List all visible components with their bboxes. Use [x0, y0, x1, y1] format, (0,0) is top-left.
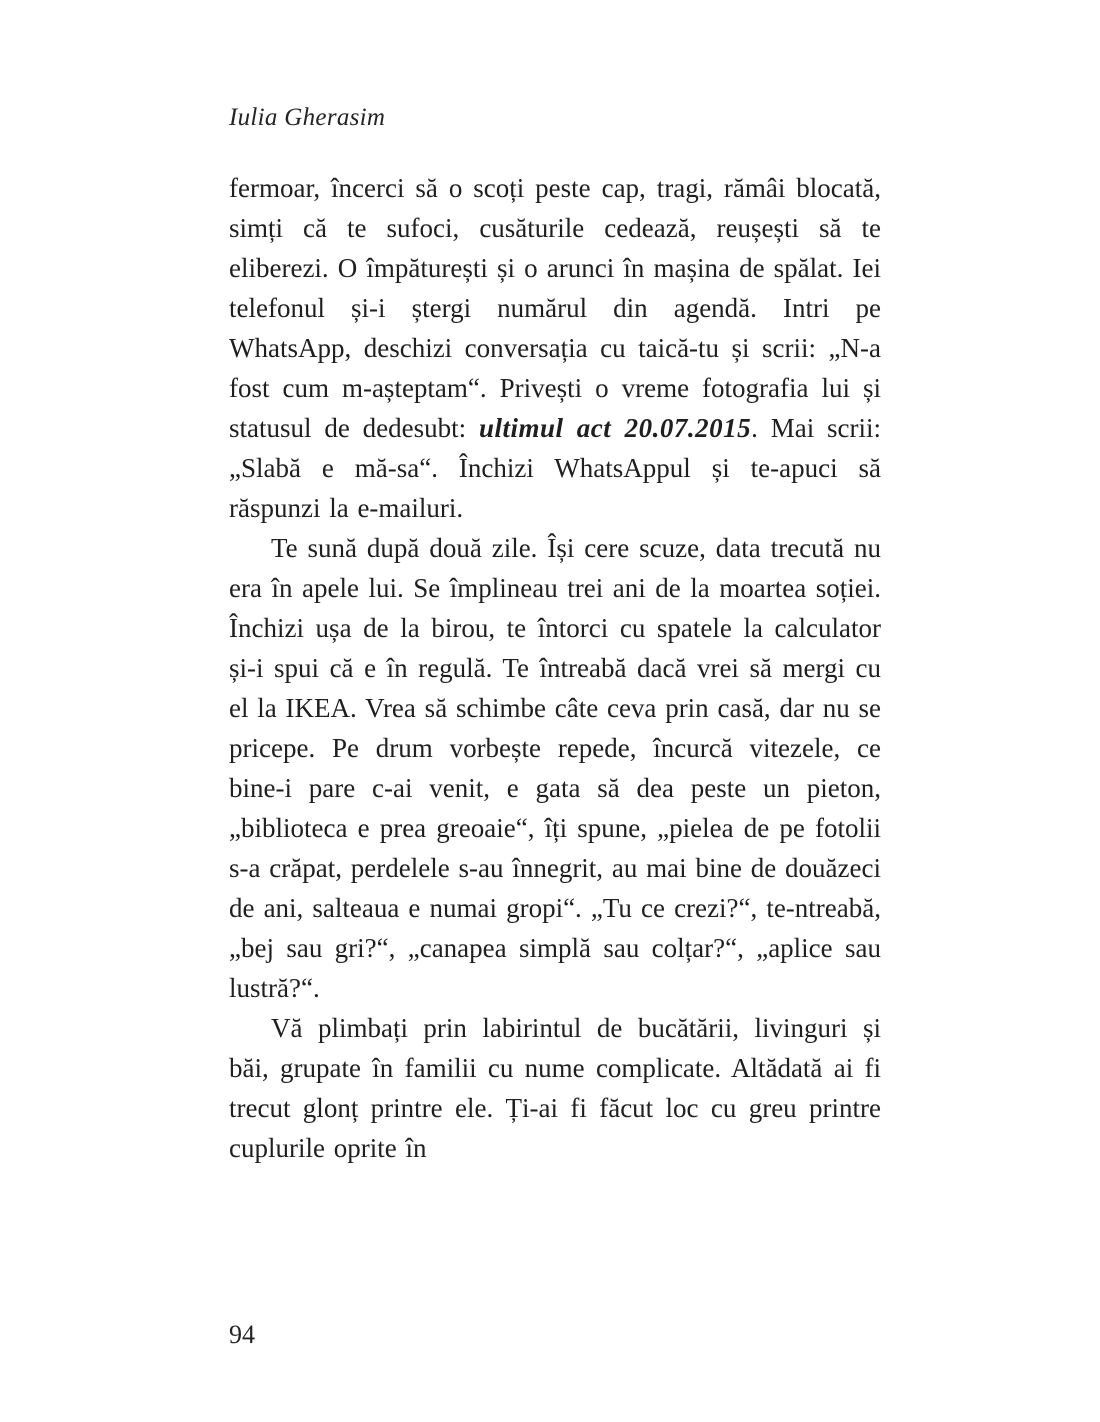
paragraph-ikea-walk: Vă plimbați prin labirintul de bucătării, livinguri și băi, grupate în familii cu nume complicate. Altădată ai fi trecut glonț printre ele. Ți-ai fi făcut loc cu greu printre cuplurile oprite în [229, 1013, 881, 1163]
paragraph1-text-before: fermoar, încerci să o scoți peste cap, tragi, rămâi blocată, simți că te sufoci, cusăturile cedează, reușești să te eliberezi. O împăturești și o arunci în mașina de spălat. Iei telefonul și-i ștergi numărul din agendă. Intri pe WhatsApp, deschizi conversația cu taică-tu și scrii: „N-a fost cum m-așteptam“. Privești o vreme fotografia lui și statusul de dedesubt: [229, 173, 881, 443]
body-text [229, 168, 881, 1168]
paragraph1-text-after: . Mai scrii: „Slabă e mă-sa“. Închizi WhatsAppul și te-apuci să răspunzi la e-mailuri. [229, 413, 882, 523]
running-header-author: Iulia Gherasim [229, 104, 386, 131]
page-number: 94 [229, 1320, 255, 1349]
paragraph-continuation [229, 168, 881, 528]
whatsapp-status-emphasis: ultimul act 20.07.2015 [478, 413, 752, 443]
paragraph-phone-call: Te sună după două zile. Își cere scuze, data trecută nu era în apele lui. Se împlineau trei ani de la moartea soției. Închizi ușa de la birou, te întorci cu spatele la calculator și-i spui că e în regulă. Te întreabă dacă vrei să mergi cu el la IKEA. Vrea să schimbe câte ceva prin casă, dar nu se pricepe. Pe drum vorbește repede, încurcă vitezele, ce bine-i pare c-ai venit, e gata să dea peste un pieton, „biblioteca e prea greoaie“, îți spune, „pielea de pe fotolii s-a crăpat, perdelele s-au înnegrit, au mai bine de douăzeci de ani, salteaua e numai gropi“. „Tu ce crezi?“, te-ntreabă, „bej sau gri?“, „canapea simplă sau colțar?“, „aplice sau lustră?“. [229, 533, 881, 1003]
